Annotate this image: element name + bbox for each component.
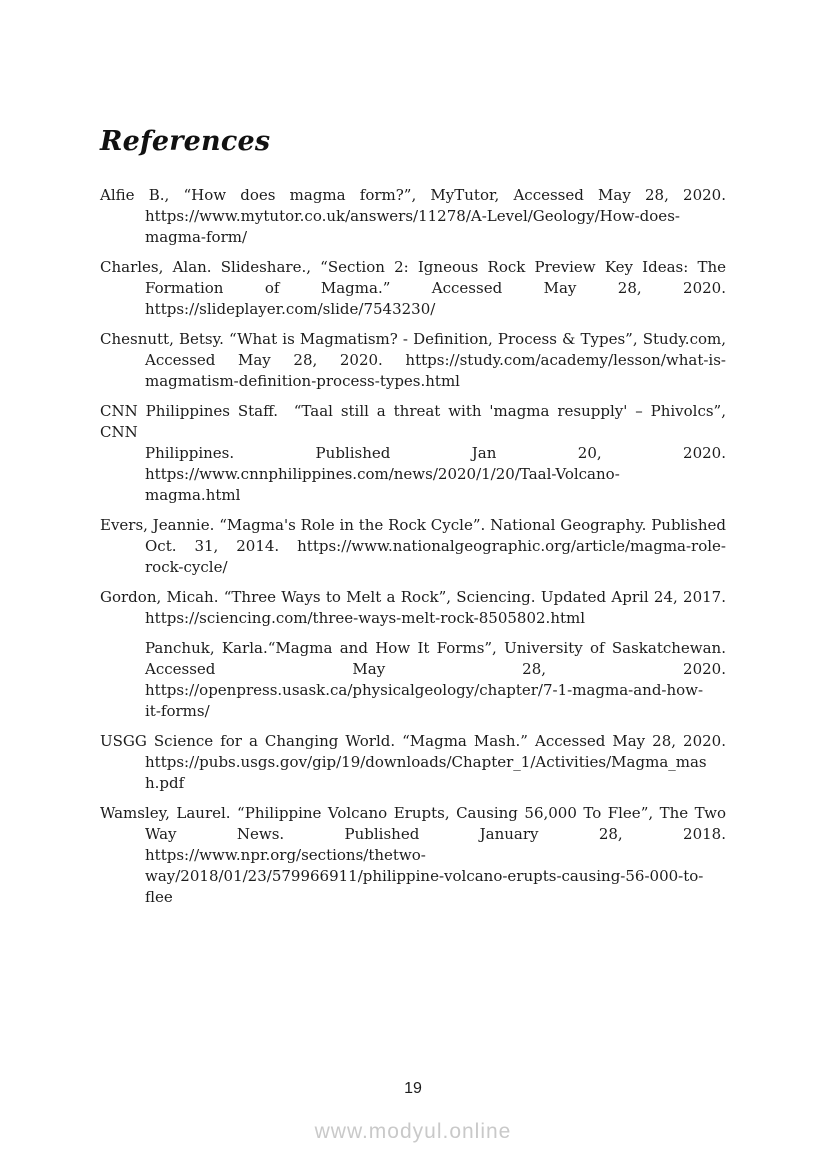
reference-line: magma-form/ (145, 228, 248, 246)
watermark: www.modyul.online (314, 1120, 512, 1143)
reference-line: Evers, Jeannie. “Magma's Role in the Rock Cycle”. National Geography. Published (100, 516, 726, 534)
reference-line: Chesnutt, Betsy. “What is Magmatism? - Definition, Process & Types”, Study.com, (100, 330, 726, 348)
reference-entry (100, 638, 726, 722)
reference-line: https://www.cnnphilippines.com/news/2020/1/20/Taal-Volcano- (145, 465, 620, 483)
reference-line: Way News. Published January 28, 2018. (145, 825, 726, 843)
reference-entry (100, 803, 726, 908)
reference-entry (100, 587, 726, 629)
reference-line: Philippines. Published Jan 20, 2020. (145, 444, 726, 462)
page-title: References (100, 126, 271, 157)
reference-line: https://slideplayer.com/slide/7543230/ (145, 300, 436, 318)
reference-line: Panchuk, Karla.“Magma and How It Forms”, University of Saskatchewan. (145, 639, 726, 657)
reference-entry (100, 329, 726, 392)
reference-line: Wamsley, Laurel. “Philippine Volcano Erupts, Causing 56,000 To Flee”, The Two (100, 804, 726, 822)
reference-line: way/2018/01/23/579966911/philippine-volcano-erupts-causing-56-000-to- (145, 867, 704, 885)
reference-line: rock-cycle/ (145, 558, 228, 576)
reference-line: Accessed May 28, 2020. (145, 660, 726, 678)
reference-line: Oct. 31, 2014. https://www.nationalgeographic.org/article/magma-role- (145, 537, 726, 555)
reference-line: magma.html (145, 486, 241, 504)
page-number: 19 (404, 1080, 422, 1097)
reference-line: https://www.npr.org/sections/thetwo- (145, 846, 426, 864)
reference-line: magmatism-definition-process-types.html (145, 372, 460, 390)
reference-entry (100, 257, 726, 320)
reference-line: flee (145, 888, 173, 906)
reference-line: https://openpress.usask.ca/physicalgeology/chapter/7-1-magma-and-how- (145, 681, 704, 699)
reference-entry (100, 515, 726, 578)
reference-line: h.pdf (145, 774, 185, 792)
reference-line: Formation of Magma.” Accessed May 28, 2020. (145, 279, 726, 297)
reference-line: CNN Philippines Staff. “Taal still a threat with 'magma resupply' – Phivolcs”, CNN (100, 402, 726, 441)
reference-entry (100, 401, 726, 506)
reference-line: https://www.mytutor.co.uk/answers/11278/A-Level/Geology/How-does- (145, 207, 680, 225)
reference-entry (100, 185, 726, 248)
reference-line: Accessed May 28, 2020. https://study.com/academy/lesson/what-is- (145, 351, 726, 369)
reference-line: Alfie B., “How does magma form?”, MyTutor, Accessed May 28, 2020. (100, 186, 726, 204)
reference-line: https://sciencing.com/three-ways-melt-rock-8505802.html (145, 609, 586, 627)
reference-line: Gordon, Micah. “Three Ways to Melt a Rock”, Sciencing. Updated April 24, 2017. (100, 588, 726, 606)
reference-line: Charles, Alan. Slideshare., “Section 2: Igneous Rock Preview Key Ideas: The (100, 258, 726, 276)
reference-line: it-forms/ (145, 702, 210, 720)
reference-list (100, 185, 726, 908)
references-section (100, 126, 726, 917)
reference-entry (100, 731, 726, 794)
reference-line: https://pubs.usgs.gov/gip/19/downloads/Chapter_1/Activities/Magma_mas (145, 753, 707, 771)
reference-line: USGG Science for a Changing World. “Magma Mash.” Accessed May 28, 2020. (100, 732, 726, 750)
